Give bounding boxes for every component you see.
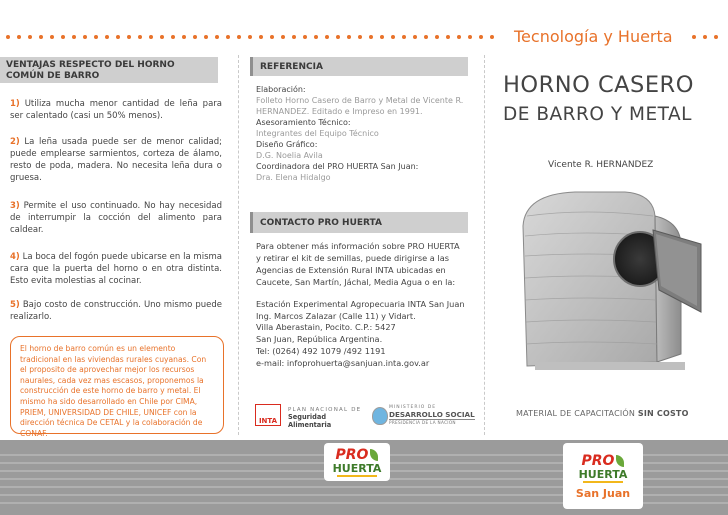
reference-header <box>250 57 468 76</box>
oven-illustration <box>505 186 723 386</box>
dot-ornament <box>28 35 32 39</box>
dot-ornament <box>193 35 197 39</box>
leaf-icon <box>616 455 624 467</box>
credit-coordinadora-value: Dra. Elena Hidalgo <box>256 173 331 182</box>
dot-ornament <box>369 35 373 39</box>
dot-ornament <box>292 35 296 39</box>
advantage-2-number: 2) <box>10 137 20 147</box>
dot-ornament <box>237 35 241 39</box>
credit-asesoramiento-label: Asesoramiento Técnico: <box>256 118 351 127</box>
station-line-1: Estación Experimental Agropecuaria INTA San Juan <box>256 299 465 309</box>
station-line-5: Tel: (0264) 492 1079 /492 1191 <box>256 345 386 356</box>
argentina-emblem-icon <box>372 407 388 425</box>
advantage-5-text: Bajo costo de construcción. Uno mismo puede realizarlo. <box>10 300 222 322</box>
dot-ornament <box>446 35 450 39</box>
credit-elaboracion-label: Elaboración: <box>256 85 306 94</box>
contact-intro: Para obtener más información sobre PRO HUERTA y retirar el kit de semillas, puede dirigirse a las Agencias de Extensión Rural INTA ubicadas en Caucete, San Martín, Jáchal, Media Agua o en la: <box>256 241 460 287</box>
advantage-3-number: 3) <box>10 201 20 211</box>
dot-ornament <box>703 35 707 39</box>
dot-ornament <box>325 35 329 39</box>
dot-ornament <box>303 35 307 39</box>
ministerio-logo: MINISTERIO DE DESARROLLO SOCIAL PRESIDENCIA DE LA NACION <box>389 405 475 425</box>
dot-ornament <box>171 35 175 39</box>
advantage-1-text: Utiliza mucha menor cantidad de leña para ser calentado (casi un 50% menos). <box>10 99 222 121</box>
advantage-4 <box>10 251 222 287</box>
credit-coordinadora-label: Coordinadora del PRO HUERTA San Juan: <box>256 162 419 171</box>
logo-underline <box>337 475 377 477</box>
dot-ornament <box>714 35 718 39</box>
advantage-1 <box>10 98 222 122</box>
dot-ornament <box>479 35 483 39</box>
dot-ornament <box>105 35 109 39</box>
advantage-4-number: 4) <box>10 252 20 262</box>
dot-ornament <box>281 35 285 39</box>
dot-ornament <box>215 35 219 39</box>
dot-ornament <box>149 35 153 39</box>
prohuerta-logo-right: PRO HUERTA San Juan <box>563 443 643 509</box>
credit-diseno-value: D.G. Noelia Avila <box>256 151 323 160</box>
contact-header <box>250 212 468 233</box>
advantage-5-number: 5) <box>10 300 20 310</box>
dot-ornament <box>39 35 43 39</box>
dot-ornament <box>6 35 10 39</box>
contact-header-text: CONTACTO PRO HUERTA <box>260 218 382 228</box>
dot-ornament <box>424 35 428 39</box>
intro-box-text: El horno de barro común es un elemento tradicional en las viviendas rurales cuyanas. Con el proposito de aprovechar mejor los recursos naurales, cada vez mas escasos, proponemos la construcción de este horno de barro y metal. El mismo ha sido desarrollado en Chile por CIMA, PRIEM, UNIVERSIDAD DE CHILE, UNICEF con la dirección técnica De CETAL y la colaboración de CONAF. <box>20 344 207 438</box>
dot-ornament <box>391 35 395 39</box>
credit-elaboracion-value: Folleto Horno Casero de Barro y Metal de Vicente R. HERNANDEZ. Editado e Impreso en 1991. <box>256 96 464 116</box>
advantage-5 <box>10 299 222 323</box>
dot-ornament <box>127 35 131 39</box>
dot-ornament <box>116 35 120 39</box>
dot-ornament <box>468 35 472 39</box>
dot-ornament <box>692 35 696 39</box>
material-label: MATERIAL DE CAPACITACIÓN SIN COSTO <box>516 409 689 418</box>
top-dot-border-right <box>692 35 718 39</box>
dot-ornament <box>402 35 406 39</box>
column-divider-1 <box>238 55 239 435</box>
dot-ornament <box>457 35 461 39</box>
plan-seguridad-logo: PLAN NACIONAL DE Seguridad Alimentaria <box>288 407 362 429</box>
prohuerta-logo-center: PRO HUERTA <box>324 443 390 481</box>
advantages-header-text: VENTAJAS RESPECTO DEL HORNO COMÚN DE BARRO <box>6 60 175 81</box>
leaf-icon <box>370 449 378 461</box>
dot-ornament <box>347 35 351 39</box>
logo-underline <box>583 481 623 483</box>
advantage-4-text: La boca del fogón puede ubicarse en la misma cara que la puerta del horno o en otra distinta. Esto evita molestias al cocinar. <box>10 252 222 286</box>
title-line-2: DE BARRO Y METAL <box>503 104 692 125</box>
advantage-3-text: Permite el uso continuado. No hay necesidad de interrumpir la cocción del alimento para caldear. <box>10 201 222 235</box>
advantage-2-text: La leña usada puede ser de menor calidad; puede emplearse sarmientos, corteza de álamo, resto de poda, madera. No necesita leña dura o gruesa. <box>10 137 222 183</box>
dot-ornament <box>138 35 142 39</box>
dot-ornament <box>490 35 494 39</box>
dot-ornament <box>358 35 362 39</box>
column-divider-2 <box>484 55 485 435</box>
credit-asesoramiento-value: Integrantes del Equipo Técnico <box>256 129 379 138</box>
credit-diseno-label: Diseño Gráfico: <box>256 140 318 149</box>
dot-ornament <box>435 35 439 39</box>
station-line-4: San Juan, República Argentina. <box>256 334 383 345</box>
dot-ornament <box>61 35 65 39</box>
dot-ornament <box>270 35 274 39</box>
dot-ornament <box>182 35 186 39</box>
advantages-header <box>0 57 218 83</box>
dot-ornament <box>17 35 21 39</box>
station-address <box>256 299 472 369</box>
dot-ornament <box>336 35 340 39</box>
dot-ornament <box>204 35 208 39</box>
dot-ornament <box>314 35 318 39</box>
station-line-2: Ing. Marcos Zalazar (Calle 11) y Vidart. <box>256 310 416 321</box>
dot-ornament <box>160 35 164 39</box>
advantage-1-number: 1) <box>10 99 20 109</box>
dot-ornament <box>226 35 230 39</box>
advantage-2 <box>10 136 222 184</box>
dot-ornament <box>259 35 263 39</box>
region-label: San Juan <box>575 486 631 500</box>
dot-ornament <box>72 35 76 39</box>
dot-ornament <box>248 35 252 39</box>
station-line-3: Villa Aberastain, Pocito. C.P.: 5427 <box>256 322 396 333</box>
dot-ornament <box>94 35 98 39</box>
intro-box <box>10 336 224 438</box>
banner-title: Tecnología y Huerta <box>514 27 673 46</box>
credits-block <box>256 84 472 183</box>
dot-ornament <box>83 35 87 39</box>
advantage-3 <box>10 200 222 236</box>
author-name: Vicente R. HERNANDEZ <box>548 160 654 170</box>
dot-ornament <box>380 35 384 39</box>
station-email[interactable]: e-mail: infoprohuerta@sanjuan.inta.gov.ar <box>256 357 430 368</box>
top-dot-border <box>6 35 494 39</box>
title-line-1: HORNO CASERO <box>503 72 694 98</box>
dot-ornament <box>50 35 54 39</box>
dot-ornament <box>413 35 417 39</box>
inta-logo: INTA <box>255 404 281 426</box>
reference-header-text: REFERENCIA <box>260 62 323 72</box>
